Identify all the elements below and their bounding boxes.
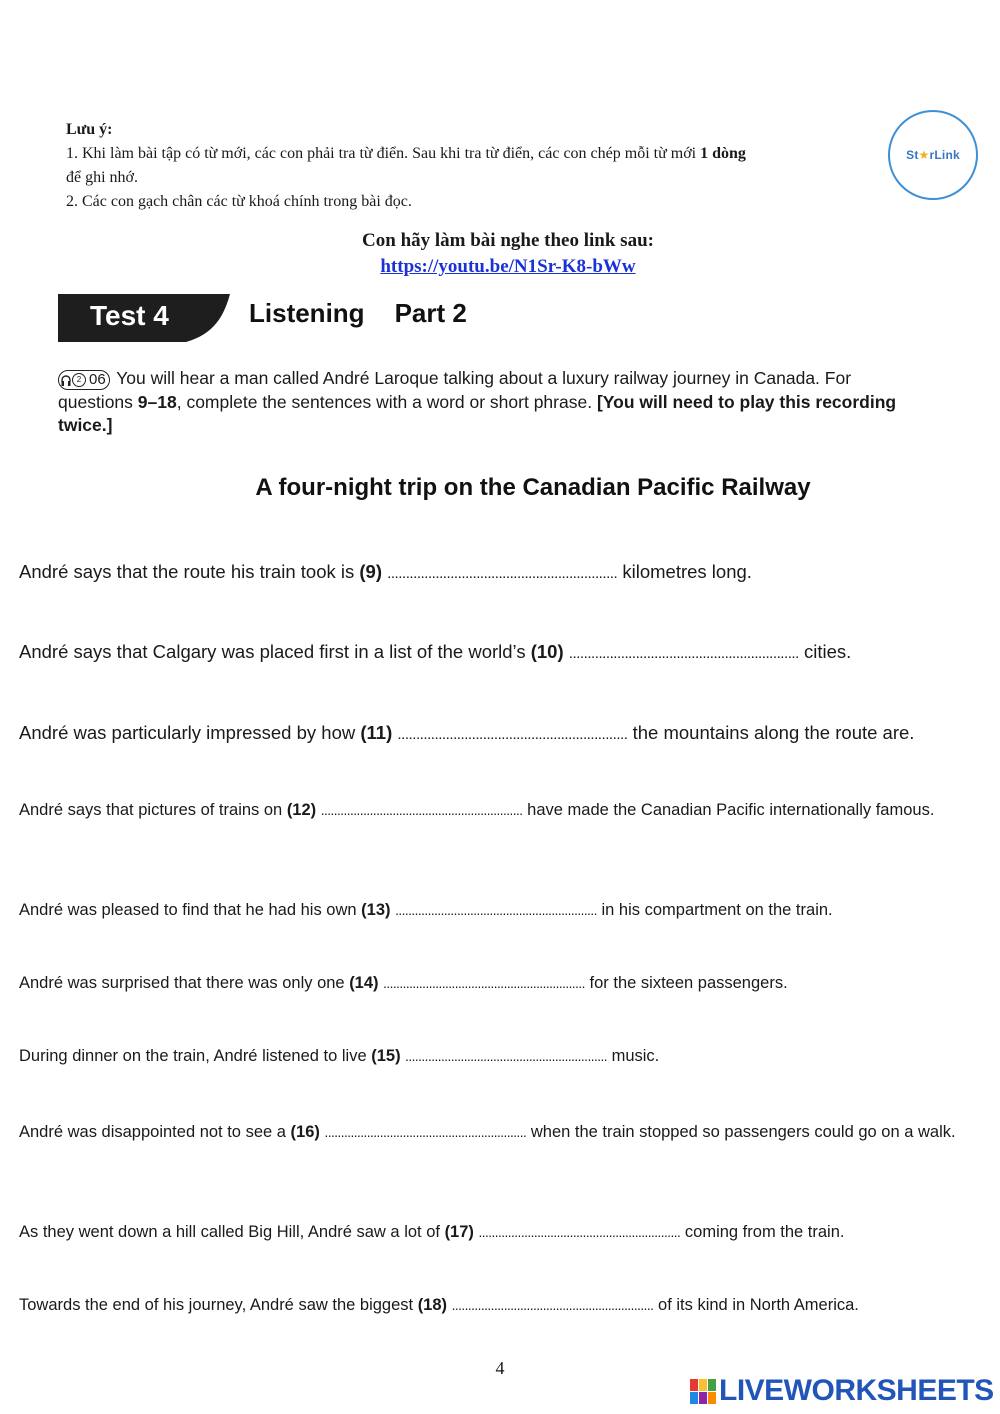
question-16 xyxy=(19,1118,969,1147)
starlink-logo xyxy=(888,110,978,200)
question-text: André was surprised that there was only one xyxy=(19,974,350,992)
audio-track-number: 06 xyxy=(89,371,106,388)
question-13 xyxy=(19,898,979,923)
question-12 xyxy=(19,796,969,825)
question-text: André was disappointed not to see a xyxy=(19,1123,291,1141)
instructions-text-b: , complete the sentences with a word or short phrase. xyxy=(176,391,597,412)
question-number: (9) xyxy=(359,561,382,582)
heading-part: Part 2 xyxy=(394,298,467,328)
question-text: André was pleased to find that he had his own xyxy=(19,901,362,919)
headphones-icon xyxy=(61,373,71,387)
question-number: (11) xyxy=(360,722,393,743)
logo-star-icon: ★ xyxy=(918,148,930,162)
answer-blank-18[interactable]: .............................................................. xyxy=(451,1298,654,1313)
liveworksheets-logo-icon xyxy=(690,1379,716,1404)
question-text: coming from the train. xyxy=(680,1223,845,1241)
question-10 xyxy=(19,639,979,667)
question-text: André says that pictures of trains on xyxy=(19,801,287,819)
question-text: for the sixteen passengers. xyxy=(584,974,788,992)
banner-label: Test 4 xyxy=(90,300,169,331)
question-text: in his compartment on the train. xyxy=(596,901,833,919)
question-number: (17) xyxy=(444,1223,474,1241)
answer-blank-9[interactable]: .............................................................. xyxy=(387,565,618,582)
question-number: (18) xyxy=(417,1296,448,1314)
answer-blank-15[interactable]: .............................................................. xyxy=(405,1049,607,1064)
question-text: André was particularly impressed by how xyxy=(19,722,361,743)
question-number: (12) xyxy=(286,801,317,819)
question-text: André says that Calgary was placed first in a list of the world’s xyxy=(19,641,531,662)
question-15 xyxy=(19,1044,979,1069)
instructions-range: 9–18 xyxy=(137,391,177,412)
note-line-1-cont: để ghi nhớ. xyxy=(66,169,139,186)
liveworksheets-watermark[interactable] xyxy=(690,1374,994,1408)
instructions xyxy=(58,367,928,438)
link-prompt: Con hãy làm bài nghe theo link sau: xyxy=(362,230,654,251)
question-number: (10) xyxy=(530,641,564,662)
question-text: Towards the end of his journey, André saw the biggest xyxy=(19,1296,418,1314)
question-text: the mountains along the route are. xyxy=(627,722,915,743)
question-text: of its kind in North America. xyxy=(653,1296,859,1314)
test-banner xyxy=(58,294,230,342)
answer-blank-11[interactable]: .............................................................. xyxy=(397,726,628,743)
logo-text: St★rLink xyxy=(906,148,960,162)
worksheet-title: A four-night trip on the Canadian Pacific Railway xyxy=(255,474,811,501)
question-text: André says that the route his train took is xyxy=(19,561,360,582)
question-text: music. xyxy=(606,1047,660,1065)
question-text: cities. xyxy=(798,641,852,662)
audio-track-badge[interactable] xyxy=(58,370,110,390)
question-text: when the train stopped so passengers could go on a walk. xyxy=(526,1123,956,1141)
question-text: During dinner on the train, André listened to live xyxy=(19,1047,372,1065)
instructions-text-a: You will hear a man called André Laroque talking about a luxury railway journey in Canada. For questions xyxy=(58,368,852,412)
note-line-1-text: 1. Khi làm bài tập có từ mới, các con phải tra từ điển. Sau khi tra từ điển, các con chép mỗi từ mới xyxy=(66,145,701,162)
question-number: (14) xyxy=(349,974,379,992)
note-line-1 xyxy=(66,142,866,190)
instructions-bold-note: [You will need to play this recording twice.] xyxy=(58,391,897,435)
question-text: As they went down a hill called Big Hill, André saw a lot of xyxy=(19,1223,445,1241)
youtube-link[interactable]: https://youtu.be/N1Sr-K8-bWw xyxy=(380,256,636,277)
question-14 xyxy=(19,971,979,996)
cd-disc-icon: 2 xyxy=(72,373,86,387)
question-11 xyxy=(19,720,979,748)
answer-blank-10[interactable]: .............................................................. xyxy=(568,645,799,662)
question-number: (16) xyxy=(290,1123,320,1141)
question-number: (13) xyxy=(361,901,391,919)
page-number: 4 xyxy=(495,1358,505,1378)
question-number: (15) xyxy=(371,1047,401,1065)
answer-blank-16[interactable]: .............................................................. xyxy=(324,1125,527,1140)
question-9 xyxy=(19,559,979,587)
question-18 xyxy=(19,1293,979,1318)
question-17 xyxy=(19,1220,979,1245)
listening-link-block xyxy=(0,228,1000,280)
note-block xyxy=(66,118,866,214)
section-heading xyxy=(249,298,497,329)
answer-blank-13[interactable]: .............................................................. xyxy=(395,903,597,918)
answer-blank-12[interactable]: .............................................................. xyxy=(320,803,523,818)
answer-blank-17[interactable]: .............................................................. xyxy=(478,1225,681,1240)
note-line-1-bold: 1 dòng xyxy=(700,145,746,162)
question-text: have made the Canadian Pacific internationally famous. xyxy=(522,801,935,819)
watermark-text: LIVEWORKSHEETS xyxy=(719,1374,994,1407)
note-line-2: 2. Các con gạch chân các từ khoá chính trong bài đọc. xyxy=(66,193,412,210)
note-title: Lưu ý: xyxy=(66,121,113,138)
heading-listening: Listening xyxy=(249,298,365,328)
question-text: kilometres long. xyxy=(617,561,752,582)
answer-blank-14[interactable]: .............................................................. xyxy=(383,976,585,991)
